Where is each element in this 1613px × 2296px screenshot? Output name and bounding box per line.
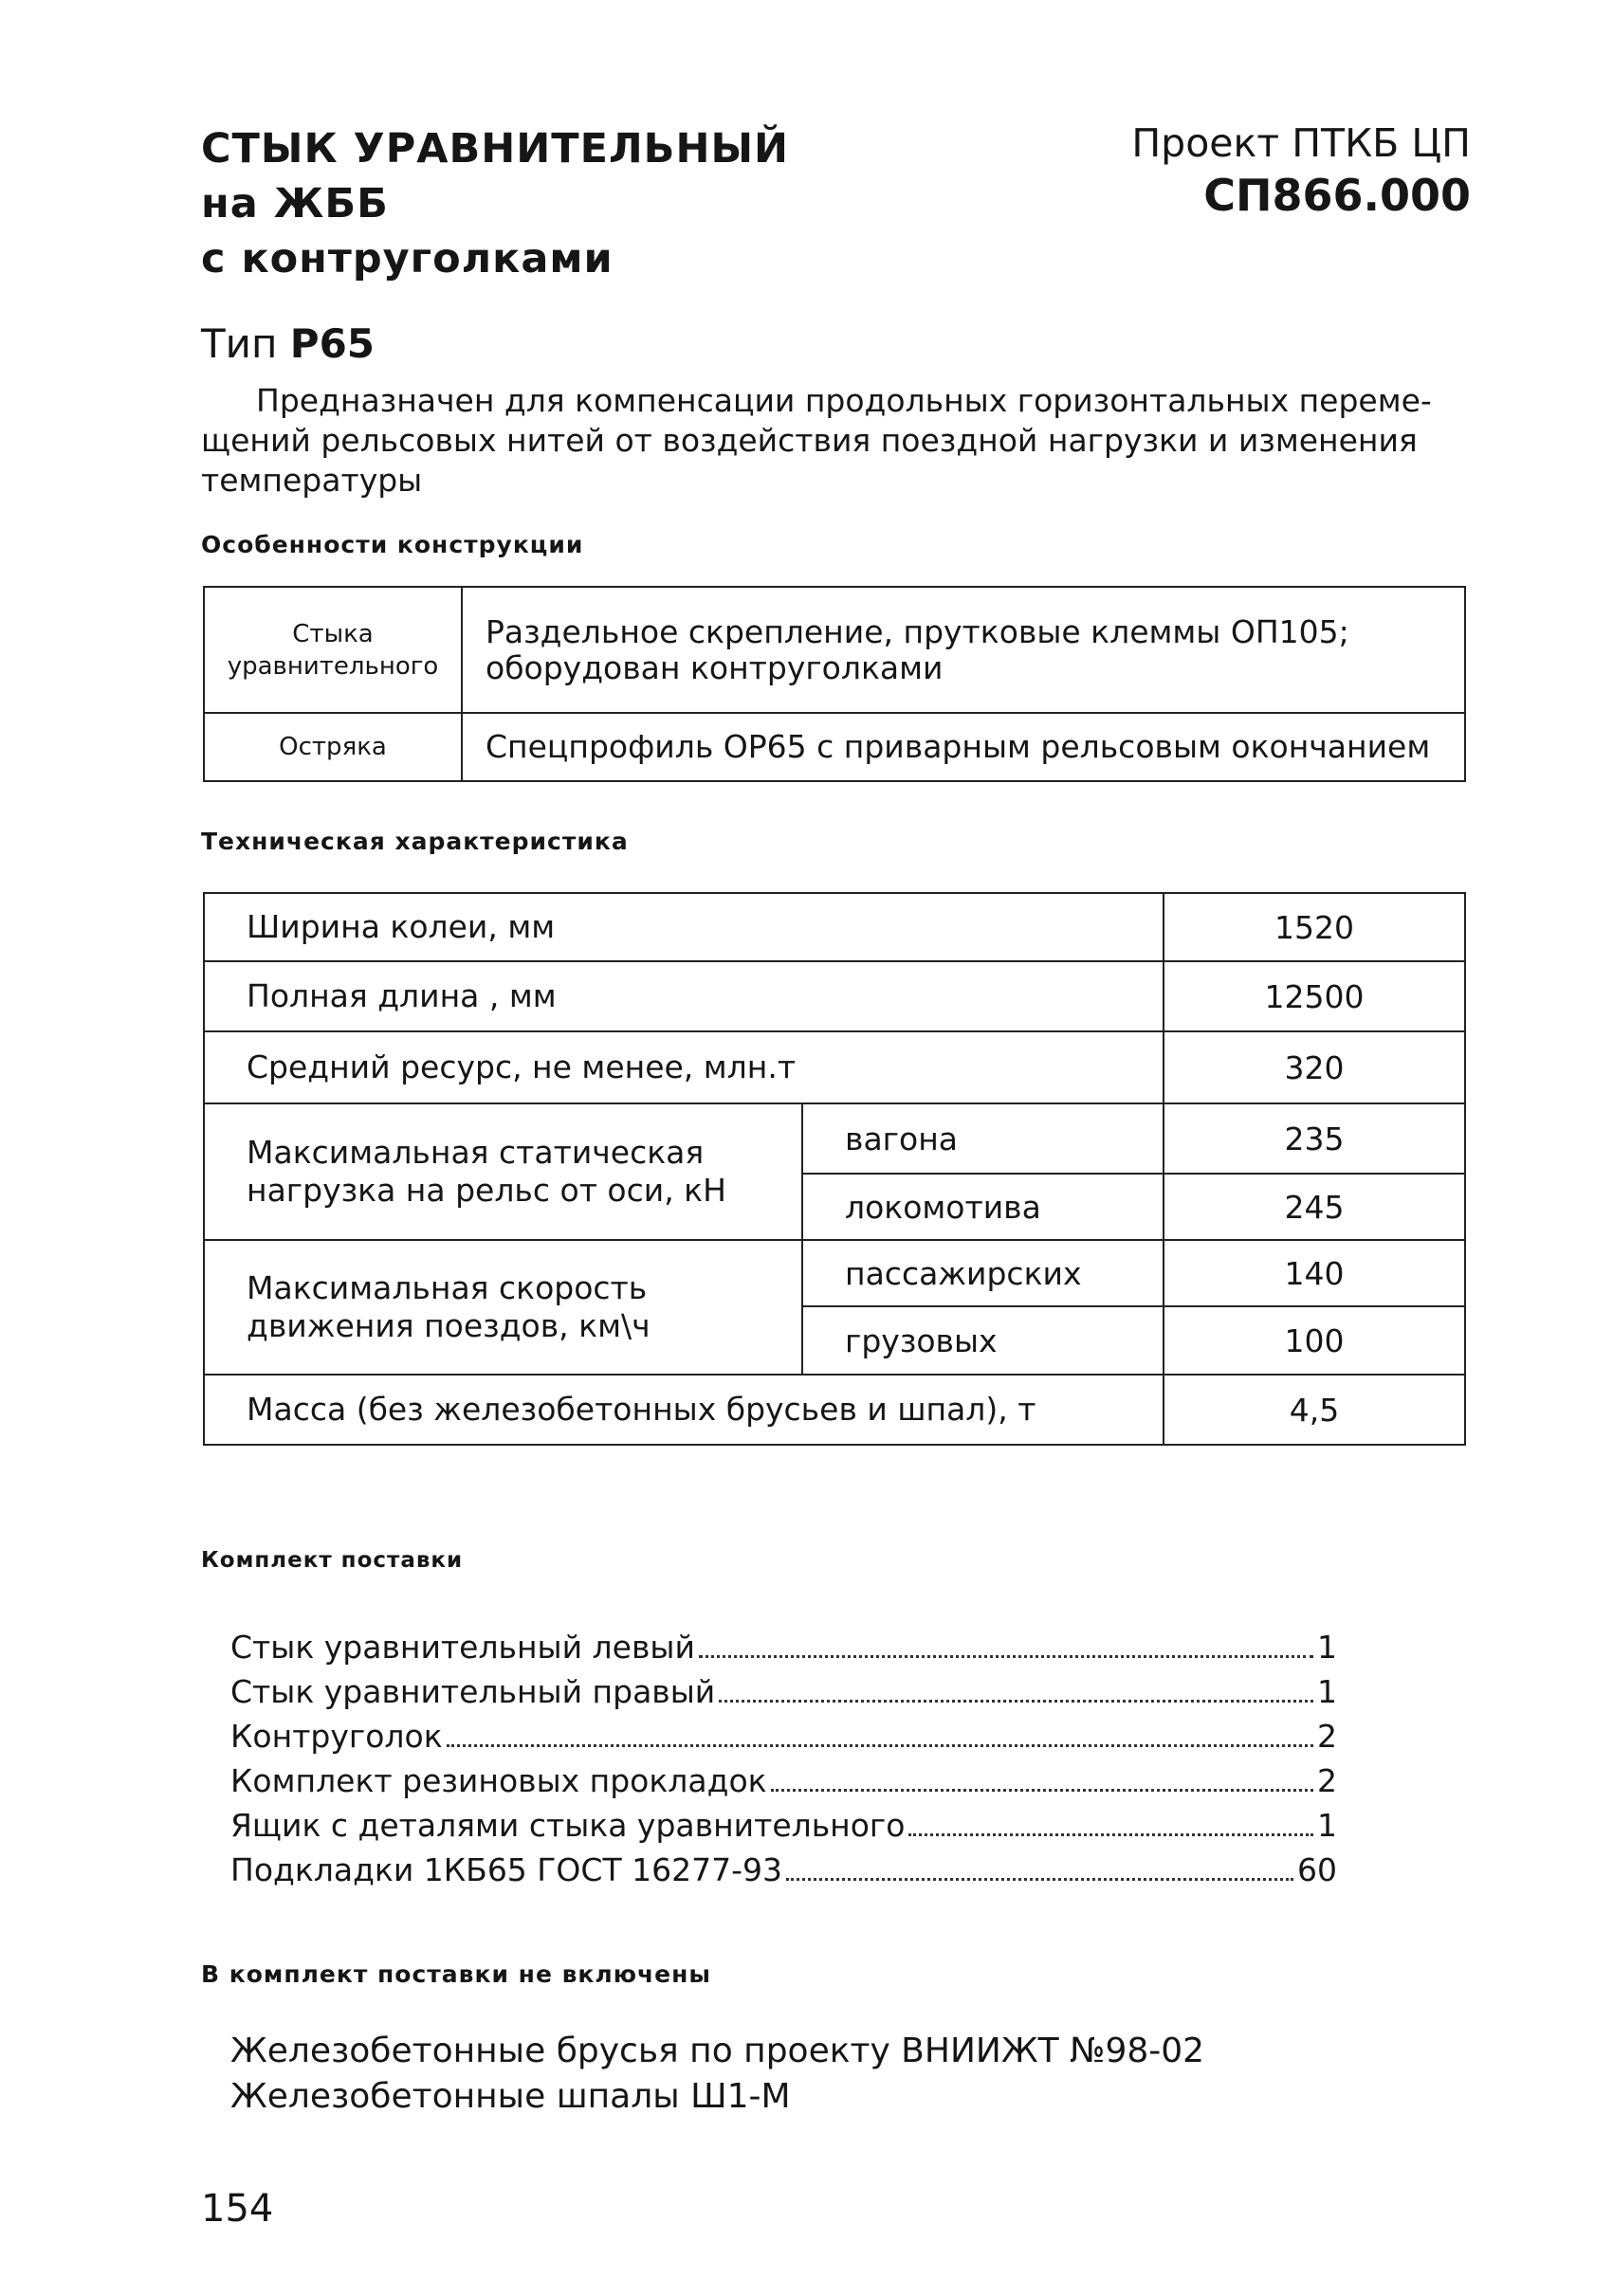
param-value: 235 bbox=[1164, 1103, 1465, 1174]
label-line: уравнительного bbox=[227, 651, 439, 681]
kit-item-name: Контруголок bbox=[230, 1718, 443, 1755]
leader-dots bbox=[786, 1878, 1293, 1881]
kit-item-qty: 1 bbox=[1317, 1807, 1337, 1844]
param-value: 245 bbox=[1164, 1174, 1465, 1240]
title-line: с контруголками bbox=[201, 235, 614, 282]
value-line: оборудован контруголками bbox=[486, 648, 944, 686]
features-table bbox=[203, 586, 1466, 782]
param-name bbox=[204, 1240, 802, 1375]
param-name bbox=[204, 1103, 802, 1240]
kit-item bbox=[230, 1714, 1337, 1758]
project-label: Проект ПТКБ ЦП bbox=[1131, 120, 1471, 166]
name-line: Максимальная статическая bbox=[247, 1134, 705, 1171]
type-value: Р65 bbox=[289, 320, 376, 367]
param-value: 4,5 bbox=[1164, 1375, 1465, 1445]
tech-row bbox=[204, 1375, 1465, 1445]
leader-dots bbox=[908, 1833, 1313, 1836]
param-value: 1520 bbox=[1164, 893, 1465, 961]
param-value: 140 bbox=[1164, 1240, 1465, 1306]
kit-list bbox=[230, 1625, 1337, 1892]
features-heading: Особенности конструкции bbox=[201, 531, 584, 558]
value-line: Раздельное скрепление, прутковые клеммы ОП105; bbox=[486, 612, 1349, 650]
param-value: 100 bbox=[1164, 1306, 1465, 1375]
leader-dots bbox=[699, 1655, 1313, 1658]
name-line: движения поездов, км\ч bbox=[247, 1307, 651, 1344]
tech-row bbox=[204, 1031, 1465, 1103]
features-label bbox=[204, 713, 462, 781]
param-subname: пассажирских bbox=[802, 1240, 1164, 1306]
excluded-heading: В комплект поставки не включены bbox=[201, 1960, 712, 1988]
name-line: нагрузка на рельс от оси, кН bbox=[247, 1172, 726, 1209]
param-value: 12500 bbox=[1164, 961, 1465, 1031]
tech-row bbox=[204, 1103, 1465, 1174]
value-line: Спецпрофиль ОР65 с приварным рельсовым окончанием bbox=[486, 728, 1431, 765]
leader-dots bbox=[719, 1700, 1313, 1703]
kit-item bbox=[230, 1848, 1337, 1892]
kit-item-qty: 2 bbox=[1317, 1762, 1337, 1799]
kit-item-name: Стык уравнительный правый bbox=[230, 1673, 716, 1710]
param-name: Средний ресурс, не менее, млн.т bbox=[204, 1031, 1164, 1103]
purpose-paragraph: Предназначен для компенсации продольных горизонтальных переме-щений рельсовых нитей от воздействия поездной нагрузки и изменения температуры bbox=[201, 382, 1432, 499]
project-code: СП866.000 bbox=[1203, 170, 1471, 221]
kit-item-qty: 1 bbox=[1317, 1629, 1337, 1666]
features-row bbox=[204, 587, 1465, 713]
kit-heading: Комплект поставки bbox=[201, 1548, 464, 1573]
param-name: Ширина колеи, мм bbox=[204, 893, 1164, 961]
excluded-list bbox=[230, 2029, 1204, 2120]
kit-item bbox=[230, 1758, 1337, 1803]
page-number: 154 bbox=[201, 2187, 274, 2231]
features-value bbox=[462, 587, 1465, 713]
label-line: Остряка bbox=[279, 733, 387, 761]
param-name: Полная длина , мм bbox=[204, 961, 1164, 1031]
document-title bbox=[201, 121, 789, 286]
kit-item bbox=[230, 1625, 1337, 1669]
kit-item-name: Ящик с деталями стыка уравнительного bbox=[230, 1807, 906, 1844]
kit-item-qty: 1 bbox=[1317, 1673, 1337, 1710]
tech-row bbox=[204, 893, 1465, 961]
param-subname: локомотива bbox=[802, 1174, 1164, 1240]
param-value: 320 bbox=[1164, 1031, 1465, 1103]
kit-item-name: Комплект резиновых прокладок bbox=[230, 1762, 767, 1799]
type-prefix: Тип bbox=[201, 320, 278, 367]
excluded-item: Железобетонные шпалы Ш1-М bbox=[230, 2077, 791, 2116]
kit-item bbox=[230, 1803, 1337, 1848]
param-name: Масса (без железобетонных брусьев и шпал), т bbox=[204, 1375, 1164, 1445]
features-value bbox=[462, 713, 1465, 781]
features-row bbox=[204, 713, 1465, 781]
title-line: СТЫК УРАВНИТЕЛЬНЫЙ bbox=[201, 125, 789, 173]
excluded-item: Железобетонные брусья по проекту ВНИИЖТ №98-02 bbox=[230, 2032, 1205, 2070]
kit-item-name: Стык уравнительный левый bbox=[230, 1629, 695, 1666]
features-label bbox=[204, 587, 462, 713]
type-line bbox=[201, 318, 375, 371]
tech-row bbox=[204, 961, 1465, 1031]
tech-heading: Техническая характеристика bbox=[201, 828, 629, 855]
param-subname: вагона bbox=[802, 1103, 1164, 1174]
param-subname: грузовых bbox=[802, 1306, 1164, 1375]
name-line: Максимальная скорость bbox=[247, 1269, 648, 1306]
tech-row bbox=[204, 1240, 1465, 1306]
kit-item-name: Подкладки 1КБ65 ГОСТ 16277-93 bbox=[230, 1851, 782, 1888]
tech-table bbox=[203, 892, 1466, 1446]
leader-dots bbox=[447, 1744, 1313, 1747]
kit-item-qty: 2 bbox=[1317, 1718, 1337, 1755]
kit-item-qty: 60 bbox=[1297, 1851, 1337, 1888]
title-line: на ЖББ bbox=[201, 180, 389, 228]
leader-dots bbox=[771, 1789, 1313, 1792]
project-block bbox=[1131, 118, 1471, 222]
label-line: Стыка bbox=[292, 619, 374, 648]
kit-item bbox=[230, 1669, 1337, 1714]
